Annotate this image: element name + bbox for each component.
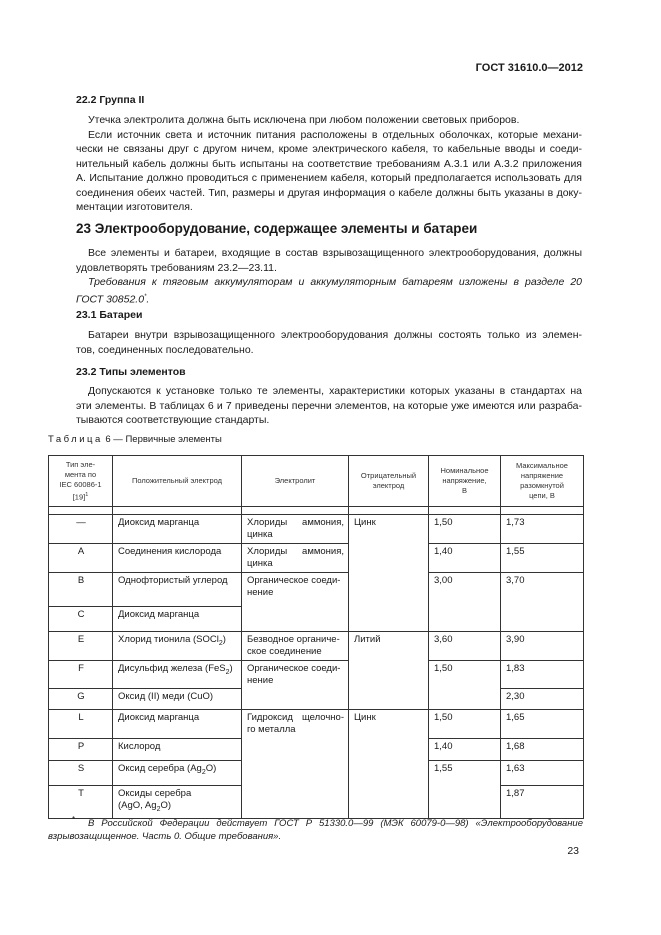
header-nominal-voltage: Номинальное напряжение, В (429, 456, 501, 507)
header-positive-electrode: Положительный электрод (113, 456, 242, 507)
paragraph-line: А. Испытание должно проводиться с применением кабеля, который предполагается использовать для (76, 172, 582, 184)
paragraph-line: Батареи внутри взрывозащищенного электрооборудования должны состоять только из элемен- (88, 329, 582, 341)
paragraph-line: эти элементы. В таблицах 6 и 7 приведены перечни элементов, на которые уже имеются или разраба- (76, 399, 582, 412)
section-23-title: 23 Электрооборудование, содержащее элементы и батареи (76, 221, 478, 236)
table-row: F Дисульфид железа (FeS$_2$) Органическое соеди- нение 1,50 1,83 (49, 661, 584, 689)
note-line (76, 290, 582, 307)
header-max-voltage: Максимальное напряжение разомкнутой цепи, В (501, 456, 584, 507)
paragraph-line: чески не связаны друг с другом ничем, кроме электрического кабеля, то кабельные вводы и соеди- (76, 143, 582, 155)
table-row: — Диоксид марганца Хлориды аммония, цинка Цинк 1,50 1,73 (49, 515, 584, 544)
section-23-1-title: 23.1 Батареи (76, 309, 143, 321)
section-22-2-text (76, 113, 582, 215)
header-electrolyte: Электролит (242, 456, 349, 507)
footnote-line: В Российской Федерации действует ГОСТ Р 51330.0—99 (МЭК 60079-0—98) «Электрооборудование (88, 818, 583, 829)
note-line: Требования к тяговым аккумуляторам и аккумуляторным батареям изложены в разделе 20 (88, 276, 582, 288)
table-row: L Диоксид марганца Гидроксид щелочно- го металла Цинк 1,50 1,65 (49, 710, 584, 739)
header-negative-electrode: Отрицательный электрод (349, 456, 429, 507)
paragraph-line: тываются соответствующие стандарты. (76, 414, 270, 426)
note-text: ГОСТ 30852.0 (76, 293, 145, 305)
paragraph-line: Если источник света и источник питания расположены в отдельных оболочках, которые механи- (88, 128, 582, 141)
table-row: S Оксид серебра $(Ag_2O)$ 1,55 1,63 (49, 761, 584, 786)
note-end: . (146, 293, 150, 305)
table-row: А Соединения кислорода Хлориды аммония, цинка 1,40 1,55 (49, 544, 584, 573)
table-caption-text: 6 — Первичные элементы (102, 434, 222, 445)
footnote (48, 817, 583, 843)
paragraph-line: Утечка электролита должна быть исключена при любом положении световых приборов. (88, 114, 520, 126)
page-number: 23 (567, 845, 579, 857)
paragraph-line: Допускаются к установке только те элементы, характеристики которых указаны в стандартах на (88, 385, 582, 397)
table-row: Р Кислород 1,40 1,68 (49, 739, 584, 761)
section-23-2-title: 23.2 Типы элементов (76, 366, 186, 378)
table-row: Т Оксиды серебра (AgO, $Ag_2O$) 1,87 (49, 786, 584, 819)
footnote-mark: * (72, 815, 76, 824)
table-row: С Диоксид марганца (49, 607, 584, 632)
table-row: В Однофтористый углерод Органическое соеди- нение 3,00 3,70 (49, 573, 584, 607)
table-row: Е Хлорид тионила (SOCl$_2$) Безводное органиче- ское соединение Литий 3,60 3,90 (49, 632, 584, 661)
paragraph-line: тов, соединенных последовательно. (76, 343, 254, 356)
table-caption (48, 434, 222, 445)
section-23-text (76, 246, 582, 307)
table-primary-cells (48, 455, 584, 819)
footnote-ref: * (144, 293, 147, 300)
document-id: ГОСТ 31610.0—2012 (475, 62, 583, 74)
footnote-line: взрывозащищенное. Часть 0. Общие требования». (48, 831, 282, 842)
section-22-2-title: 22.2 Группа II (76, 94, 145, 106)
paragraph-line: нительный кабель должны быть испытаны на соответствие требованиям А.3.1 или А.3.2 приложения (76, 157, 582, 170)
paragraph-line: соединения обеих частей. Тип, размеры и другая информация о кабеле должны быть указаны в доку- (76, 186, 582, 199)
header-type: Тип эле- мента по IEC 60086-1 $[19]^1$ (49, 456, 113, 507)
table-row: G Оксид (II) меди (CuO) 2,30 (49, 689, 584, 710)
section-23-1-text (76, 328, 582, 357)
table-caption-word: Таблица (48, 434, 103, 445)
paragraph-line: удовлетворять требованиям 23.2—23.11. (76, 261, 277, 274)
section-23-2-text (76, 384, 582, 428)
paragraph-line: Все элементы и батареи, входящие в состав взрывозащищенного электрооборудования, должны (88, 247, 582, 259)
paragraph-line: ментации изготовителя. (76, 201, 193, 213)
